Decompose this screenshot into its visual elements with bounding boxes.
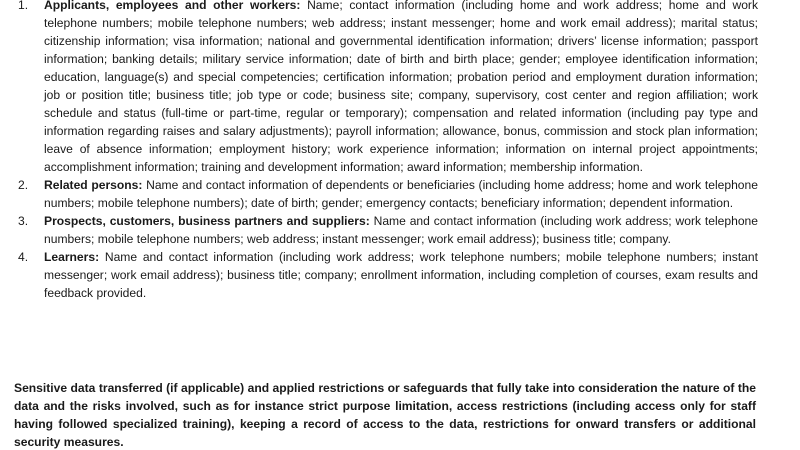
list-number: 2. xyxy=(18,178,29,192)
list-item-heading: Applicants, employees and other workers: xyxy=(44,0,301,12)
list-item-text: Name and contact information (including work address; work telephone numbers; mobile telephone numbers; instant messenger; work email address); business title; company; enrollment information, including completion of courses, exam results and feedback provided. xyxy=(44,250,758,300)
list-number: 1. xyxy=(18,0,29,12)
list-item-text: Name; contact information (including home and work address; home and work telephone numbers; mobile telephone numbers; web address; instant messenger; home and work email address); marital status; citizenship information; visa information; national and governmental identification information; drivers’ license information; passport information; banking details; military service information; date of birth and birth place; gender; employee identification information; education, language(s) and special competencies; certification information; probation period and employment duration information; job or position title; business title; job type or code; business site; company, supervisory, cost center and region affiliation; work schedule and status (full-time or part-time, regular or temporary); compensation and related information (including pay type and information regarding raises and salary adjustments); payroll information; allowance, bonus, commission and stock plan information; leave of absence information; employment history; work experience information; information on internal project appointments; accomplishment information; training and development information; award information; membership information. xyxy=(44,0,758,174)
list-item-learners xyxy=(14,248,758,302)
list-item-text: Name and contact information (including work address; work telephone numbers; mobile telephone numbers; web address; instant messenger; work email address); business title; company. xyxy=(44,214,758,246)
list-number: 3. xyxy=(18,214,29,228)
list-number: 4. xyxy=(18,250,29,264)
list-item-text: Name and contact information of dependents or beneficiaries (including home address; home and work telephone numbers; mobile telephone numbers); date of birth; gender; emergency contacts; beneficiary information; dependent information. xyxy=(44,178,758,210)
list-item-applicants xyxy=(14,0,758,176)
list-item-related-persons xyxy=(14,176,758,212)
sensitive-data-paragraph: Sensitive data transferred (if applicable) and applied restrictions or safeguards that fully take into consideration the nature of the data and the risks involved, such as for instance strict purpose limitation, access restrictions (including access only for staff having followed specialized training), keeping a record of access to the data, restrictions for onward transfers or additional security measures. xyxy=(14,381,756,449)
list-item-heading: Related persons: xyxy=(44,178,143,192)
data-categories-list xyxy=(14,0,758,302)
list-item-heading: Learners: xyxy=(44,250,100,264)
list-item-heading: Prospects, customers, business partners and suppliers: xyxy=(44,214,370,228)
list-item-prospects xyxy=(14,212,758,248)
